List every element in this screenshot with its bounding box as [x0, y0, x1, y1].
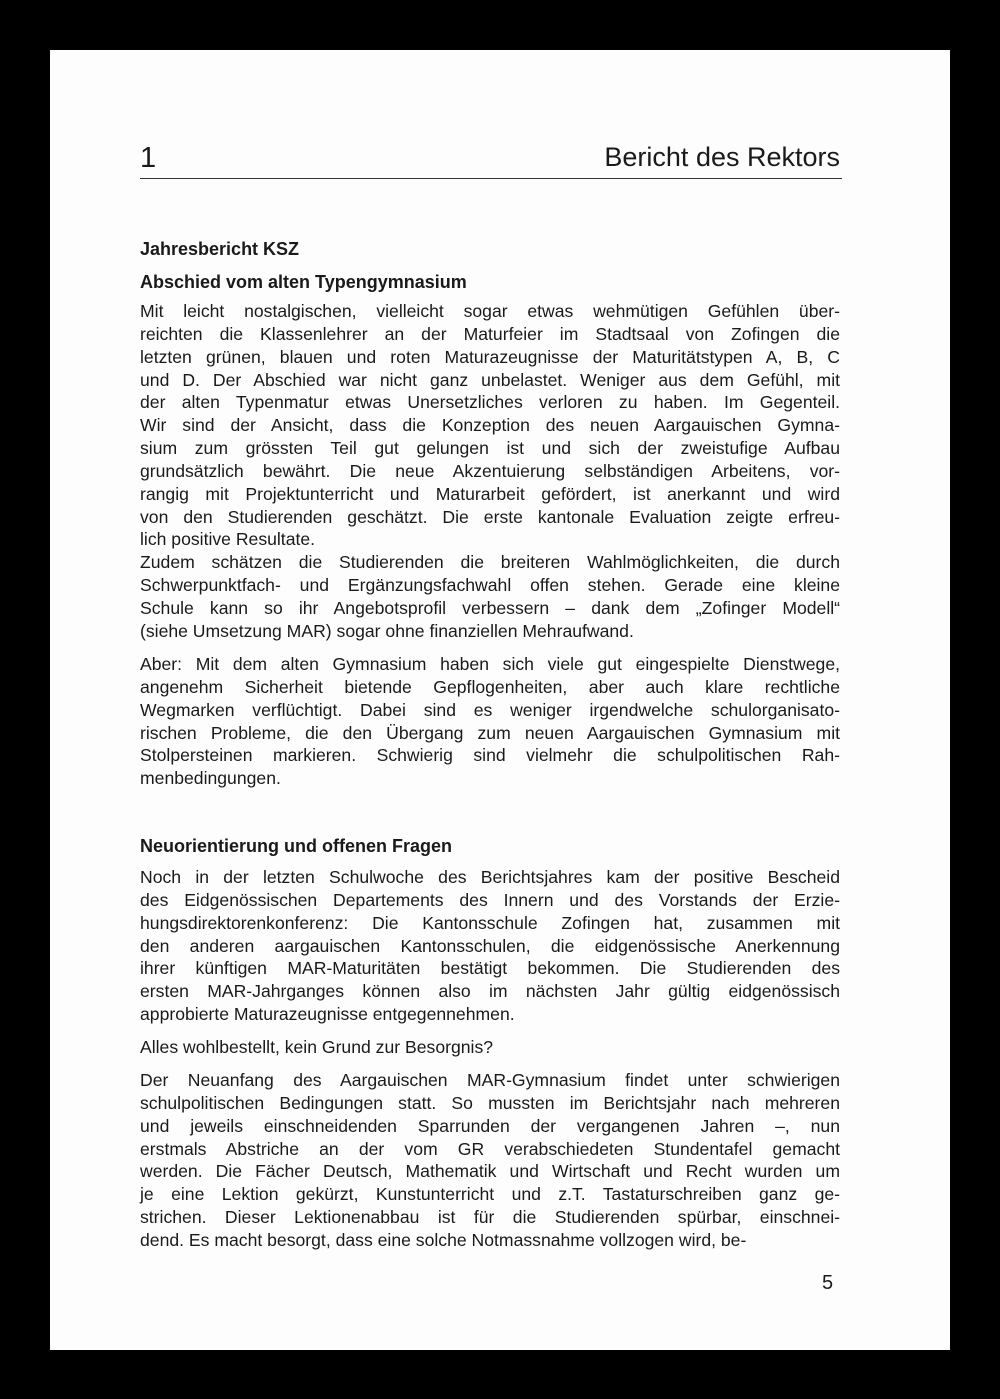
text-line: rangig mit Projektunterricht und Maturarbeit gefördert, ist anerkannt und wird: [140, 483, 840, 504]
text-line: und D. Der Abschied war nicht ganz unbelastet. Weniger aus dem Gefühl, mit: [140, 369, 840, 390]
text-line: Mit leicht nostalgischen, vielleicht sogar etwas wehmütigen Gefühlen über-: [140, 301, 840, 321]
section-heading-report: Jahresbericht KSZ: [140, 239, 300, 259]
text-line: strichen. Dieser Lektionenabbau ist für die Studierenden spürbar, einschnei-: [140, 1207, 840, 1228]
paragraph: [140, 1069, 840, 1252]
text-line: Zudem schätzen die Studierenden die breiteren Wahlmöglichkeiten, die durch: [140, 552, 840, 572]
text-line: werden. Die Fächer Deutsch, Mathematik und Wirtschaft und Recht wurden um: [140, 1161, 840, 1182]
chapter-title: Bericht des Rektors: [604, 142, 840, 172]
text-line: des Eidgenössischen Departements des Innern und des Vorstands der Erzie-: [140, 889, 840, 910]
section-heading-farewell: Abschied vom alten Typengymnasium: [140, 272, 467, 292]
text-line: den anderen aargauischen Kantonsschulen, die eidgenössische Anerkennung: [140, 935, 840, 956]
paragraph: [140, 1036, 840, 1059]
text-line: sium zum grössten Teil gut gelungen ist und sich der zweistufige Aufbau: [140, 438, 840, 459]
text-line: ihrer künftigen MAR-Maturitäten bestätigt bekommen. Die Studierenden des: [140, 958, 840, 979]
text-line: ersten MAR-Jahrganges können also im nächsten Jahr gültig eidgenössisch: [140, 981, 840, 1002]
text-line: rischen Probleme, die den Übergang zum neuen Aargauischen Gymnasium mit: [140, 722, 840, 743]
page-number: 5: [822, 1272, 834, 1294]
text-line: angenehm Sicherheit bietende Gepflogenheiten, aber auch klare rechtliche: [140, 676, 840, 697]
text-line: je eine Lektion gekürzt, Kunstunterricht und z.T. Tastaturschreiben ganz ge-: [140, 1184, 840, 1205]
text-line: Wir sind der Ansicht, dass die Konzeption des neuen Aargauischen Gymna-: [140, 415, 840, 436]
text-line: der alten Typenmatur etwas Unersetzliches verloren zu haben. Im Gegenteil.: [140, 392, 840, 413]
text-line: Schule kann so ihr Angebotsprofil verbessern – dank dem „Zofinger Modell“: [140, 597, 840, 618]
text-line: Schwerpunktfach- und Ergänzungsfachwahl offen stehen. Gerade eine kleine: [140, 574, 840, 595]
text-line: lich positive Resultate.: [140, 529, 316, 550]
text-line: (siehe Umsetzung MAR) sogar ohne finanziellen Mehraufwand.: [140, 620, 634, 641]
text-line: approbierte Maturazeugnisse entgegennehmen.: [140, 1004, 515, 1025]
text-line: Aber: Mit dem alten Gymnasium haben sich viele gut eingespielte Dienstwege,: [140, 654, 840, 674]
text-line: erstmals Abstriche an der vom GR verabschiedeten Stundentafel gemacht: [140, 1138, 840, 1159]
text-line: menbedingungen.: [140, 768, 281, 789]
text-line: Stolpersteinen markieren. Schwierig sind vielmehr die schulpolitischen Rah-: [140, 745, 840, 766]
paragraph: [140, 653, 840, 790]
text-line: reichten die Klassenlehrer an der Maturfeier im Stadtsaal von Zofingen die: [140, 323, 840, 344]
text-line: Der Neuanfang des Aargauischen MAR-Gymnasium findet unter schwierigen: [140, 1070, 840, 1090]
paragraph: [140, 551, 840, 642]
paragraph: [140, 300, 840, 551]
text-line: dend. Es macht besorgt, dass eine solche Notmassnahme vollzogen wird, be-: [140, 1229, 747, 1250]
text-line: Alles wohlbestellt, kein Grund zur Besorgnis?: [140, 1037, 494, 1057]
section-heading-reorientation: Neuorientierung und offenen Fragen: [140, 836, 453, 856]
text-line: grundsätzlich bewährt. Die neue Akzentuierung selbständigen Arbeitens, vor-: [140, 460, 840, 481]
header-rule: [140, 178, 842, 179]
text-line: hungsdirektorenkonferenz: Die Kantonsschule Zofingen hat, zusammen mit: [140, 912, 840, 933]
text-line: schulpolitischen Bedingungen statt. So mussten im Berichtsjahr nach mehreren: [140, 1092, 840, 1113]
text-line: von den Studierenden geschätzt. Die erste kantonale Evaluation zeigte erfreu-: [140, 506, 840, 527]
text-line: und jeweils einschneidenden Sparrunden der vergangenen Jahren –, nun: [140, 1115, 840, 1136]
text-line: Wegmarken verflüchtigt. Dabei sind es weniger irgendwelche schulorganisato-: [140, 699, 840, 720]
chapter-number: 1: [140, 142, 157, 174]
document-page: [50, 50, 950, 1350]
text-line: Noch in der letzten Schulwoche des Berichtsjahres kam der positive Bescheid: [140, 867, 840, 887]
paragraph: [140, 866, 840, 1026]
text-line: letzten grünen, blauen und roten Maturazeugnisse der Maturitätstypen A, B, C: [140, 346, 840, 367]
